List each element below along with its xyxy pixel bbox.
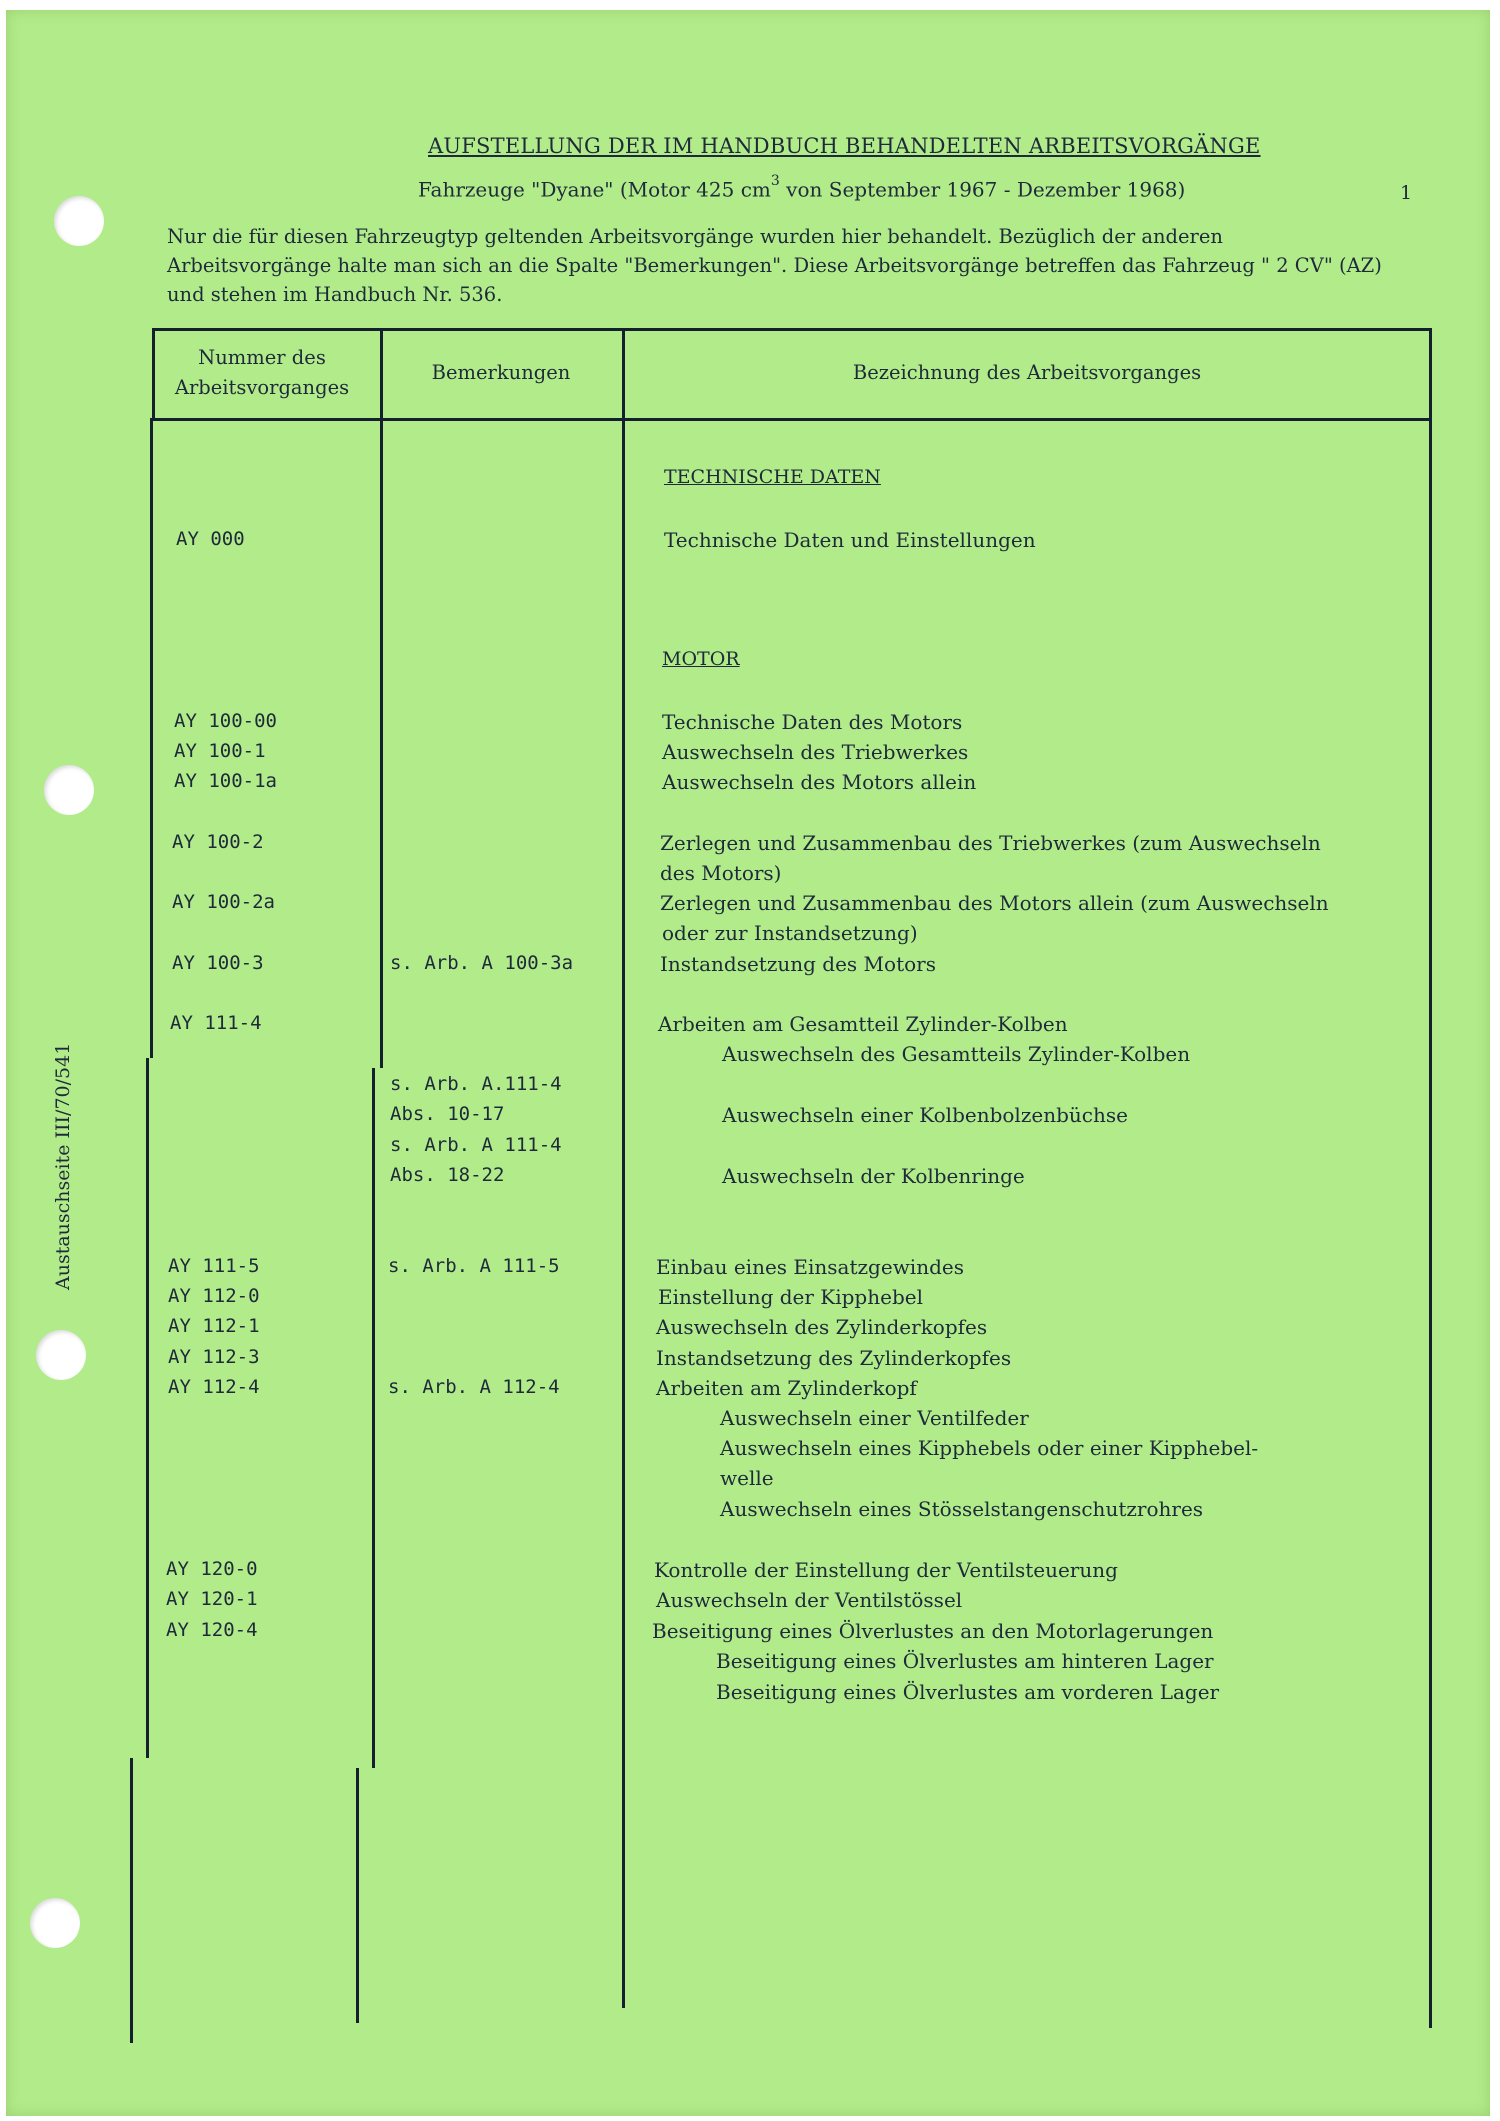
row-description: Auswechseln des Zylinderkopfes — [656, 1315, 988, 1339]
row-description: Beseitigung eines Ölverlustes an den Motorlagerungen — [652, 1619, 1214, 1643]
row-code: AY 100-1 — [174, 740, 266, 762]
document-title: AUFSTELLUNG DER IM HANDBUCH BEHANDELTEN ARBEITSVORGÄNGE — [428, 134, 1261, 158]
row-remark: s. Arb. A 111-5 — [388, 1255, 560, 1277]
row-subdescription: Auswechseln eines Stösselstangenschutzrohres — [720, 1497, 1204, 1521]
row-description: Auswechseln der Ventilstössel — [656, 1588, 963, 1612]
table-right-border — [1429, 328, 1432, 2028]
row-remark: s. Arb. A 112-4 — [388, 1376, 560, 1398]
row-description: Instandsetzung des Zylinderkopfes — [656, 1346, 1012, 1370]
row-description: Instandsetzung des Motors — [660, 952, 936, 976]
row-code: AY 112-1 — [168, 1315, 260, 1337]
row-subdescription: Auswechseln eines Kipphebels oder einer Kipphebel- — [720, 1436, 1259, 1460]
row-description: Einstellung der Kipphebel — [658, 1285, 923, 1309]
row-code: AY 120-4 — [166, 1619, 258, 1641]
row-description: Kontrolle der Einstellung der Ventilsteuerung — [654, 1558, 1118, 1582]
row-description: Arbeiten am Zylinderkopf — [656, 1376, 917, 1400]
document-subtitle: Fahrzeuge "Dyane" (Motor 425 $cm^3$ von September 1967 - Dezember 1968) — [418, 173, 1186, 202]
table-left-border — [150, 418, 153, 1058]
row-code: AY 100-3 — [172, 952, 264, 974]
row-description: Technische Daten und Einstellungen — [664, 528, 1036, 552]
row-remark: s. Arb. A 111-4 — [390, 1134, 562, 1156]
intro-paragraph: Nur die für diesen Fahrzeugtyp geltenden Arbeitsvorgänge wurden hier behandelt. Bezüglich der anderen Arbeitsvorgänge halte man sich an die Spalte "Bemerkungen". Diese Arbeitsvorgänge betreffen das Fahrzeug " 2 CV" (AZ) und stehen im Handbuch Nr. 536. — [167, 225, 1382, 306]
punch-hole — [36, 1330, 86, 1380]
row-code: AY 100-2 — [172, 831, 264, 853]
section-heading-tech: TECHNISCHE DATEN — [664, 466, 881, 488]
table-top-border — [152, 328, 1432, 331]
row-code: AY 000 — [176, 528, 245, 550]
table-left-border — [152, 328, 155, 418]
row-code: AY 111-5 — [168, 1255, 260, 1277]
column-divider — [622, 328, 625, 2008]
column-divider — [380, 328, 383, 1068]
row-code: AY 120-1 — [166, 1588, 258, 1610]
row-subdescription: Beseitigung eines Ölverlustes am hinteren Lager — [716, 1649, 1214, 1673]
punch-hole — [30, 1898, 80, 1948]
row-description: Einbau eines Einsatzgewindes — [656, 1255, 964, 1279]
row-description: Zerlegen und Zusammenbau des Motors allein (zum Auswechseln — [660, 891, 1329, 915]
row-code: AY 100-1a — [174, 770, 277, 792]
page-number: 1 — [1400, 182, 1413, 204]
header-designation: Bezeichnung des Arbeitsvorganges — [852, 361, 1202, 384]
row-subdescription: Auswechseln einer Kolbenbolzenbüchse — [722, 1103, 1128, 1127]
row-code: AY 100-00 — [174, 710, 277, 732]
header-divider — [152, 418, 1432, 421]
row-code: AY 120-0 — [166, 1558, 258, 1580]
row-subdescription: Beseitigung eines Ölverlustes am vorderen Lager — [716, 1680, 1220, 1704]
row-description: Arbeiten am Gesamtteil Zylinder-Kolben — [658, 1012, 1068, 1036]
row-code: AY 112-0 — [168, 1285, 260, 1307]
header-number: Nummer des Arbeitsvorganges — [174, 346, 350, 399]
row-subdescription: Auswechseln einer Ventilfeder — [720, 1406, 1029, 1430]
row-subdescription-cont: welle — [720, 1466, 774, 1490]
row-remark-cont: Abs. 10-17 — [390, 1103, 505, 1125]
row-description: Technische Daten des Motors — [662, 710, 963, 734]
column-divider — [356, 1768, 359, 2023]
row-remark: s. Arb. A 100-3a — [390, 952, 574, 974]
row-remark-cont: Abs. 18-22 — [390, 1164, 505, 1186]
row-description-cont: des Motors) — [660, 861, 782, 885]
punch-hole — [54, 196, 104, 246]
column-divider — [372, 1068, 375, 1768]
row-remark: s. Arb. A.111-4 — [390, 1073, 562, 1095]
row-description: Auswechseln des Triebwerkes — [662, 740, 969, 764]
row-subdescription: Auswechseln des Gesamtteils Zylinder-Kolben — [722, 1042, 1191, 1066]
table-left-border — [130, 1758, 133, 2043]
row-code: AY 100-2a — [172, 891, 275, 913]
section-heading-motor: MOTOR — [662, 648, 740, 670]
row-subdescription: Auswechseln der Kolbenringe — [722, 1164, 1025, 1188]
punch-hole — [44, 765, 94, 815]
row-description: Zerlegen und Zusammenbau des Triebwerkes (zum Auswechseln — [660, 831, 1321, 855]
row-code: AY 112-3 — [168, 1346, 260, 1368]
table-left-border — [146, 1058, 149, 1758]
side-note: Austauschseite III/70/541 — [52, 1042, 74, 1290]
header-remarks: Bemerkungen — [431, 361, 571, 384]
row-code: AY 111-4 — [170, 1012, 262, 1034]
row-code: AY 112-4 — [168, 1376, 260, 1398]
row-description-cont: oder zur Instandsetzung) — [662, 921, 918, 945]
row-description: Auswechseln des Motors allein — [662, 770, 977, 794]
